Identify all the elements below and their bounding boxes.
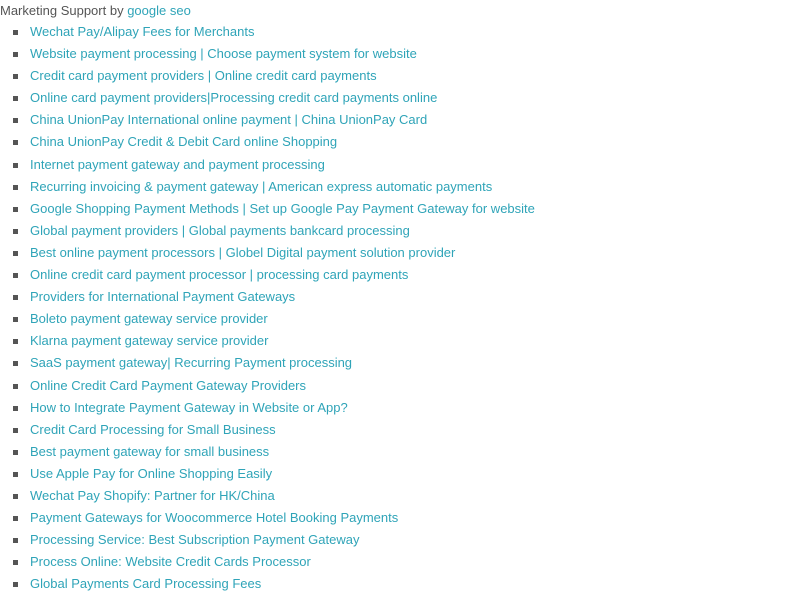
- payment-link[interactable]: China UnionPay Credit & Debit Card online Shopping: [30, 134, 338, 150]
- list-item: [0, 264, 800, 286]
- square-bullet-icon: [13, 163, 18, 168]
- square-bullet-icon: [13, 118, 18, 123]
- payment-link[interactable]: Boleto payment gateway service provider: [30, 311, 268, 327]
- list-item: [0, 485, 800, 507]
- square-bullet-icon: [13, 339, 18, 344]
- payment-link[interactable]: Providers for International Payment Gateways: [30, 289, 296, 305]
- square-bullet-icon: [13, 229, 18, 234]
- square-bullet-icon: [13, 406, 18, 411]
- payment-link[interactable]: Wechat Pay Shopify: Partner for HK/China: [30, 487, 275, 503]
- square-bullet-icon: [13, 494, 18, 499]
- square-bullet-icon: [13, 538, 18, 543]
- list-item: [0, 507, 800, 529]
- list-item: [0, 109, 800, 131]
- square-bullet-icon: [13, 273, 18, 278]
- payment-link[interactable]: Processing Service: Best Subscription Payment Gateway: [30, 532, 360, 548]
- square-bullet-icon: [13, 52, 18, 57]
- square-bullet-icon: [13, 96, 18, 101]
- square-bullet-icon: [13, 74, 18, 79]
- payment-link[interactable]: SaaS payment gateway| Recurring Payment processing: [30, 355, 353, 371]
- payment-link[interactable]: Best payment gateway for small business: [30, 443, 270, 459]
- square-bullet-icon: [13, 516, 18, 521]
- square-bullet-icon: [13, 450, 18, 455]
- list-item: [0, 131, 800, 153]
- payment-link[interactable]: Recurring invoicing & payment gateway | American express automatic payments: [30, 178, 493, 194]
- payment-link[interactable]: Credit card payment providers | Online credit card payments: [30, 68, 377, 84]
- list-item: [0, 242, 800, 264]
- payment-link[interactable]: Online Credit Card Payment Gateway Providers: [30, 377, 307, 393]
- list-item: [0, 330, 800, 352]
- list-item: [0, 43, 800, 65]
- list-item: [0, 87, 800, 109]
- list-item: [0, 419, 800, 441]
- google-seo-link[interactable]: google seo: [127, 3, 191, 18]
- square-bullet-icon: [13, 30, 18, 35]
- list-item: [0, 286, 800, 308]
- list-item: [0, 463, 800, 485]
- payment-link[interactable]: Klarna payment gateway service provider: [30, 333, 269, 349]
- square-bullet-icon: [13, 384, 18, 389]
- list-item: [0, 573, 800, 595]
- payment-link[interactable]: Process Online: Website Credit Cards Processor: [30, 554, 311, 570]
- payment-link[interactable]: Best online payment processors | Globel Digital payment solution provider: [30, 244, 456, 260]
- payment-link[interactable]: Use Apple Pay for Online Shopping Easily: [30, 465, 273, 481]
- payment-link[interactable]: Wechat Pay/Alipay Fees for Merchants: [30, 24, 255, 39]
- list-item: [0, 397, 800, 419]
- square-bullet-icon: [13, 295, 18, 300]
- list-item: [0, 154, 800, 176]
- list-item: [0, 220, 800, 242]
- payment-link[interactable]: Credit Card Processing for Small Business: [30, 421, 276, 437]
- square-bullet-icon: [13, 140, 18, 145]
- payment-link[interactable]: Payment Gateways for Woocommerce Hotel Booking Payments: [30, 510, 399, 526]
- marketing-support-line: [0, 2, 191, 20]
- payment-link[interactable]: Global payment providers | Global payments bankcard processing: [30, 222, 410, 238]
- square-bullet-icon: [13, 472, 18, 477]
- marketing-support-label: Marketing Support by: [0, 3, 128, 18]
- list-item: [0, 375, 800, 397]
- square-bullet-icon: [13, 207, 18, 212]
- square-bullet-icon: [13, 560, 18, 565]
- list-item: [0, 352, 800, 374]
- payment-links-list: [0, 21, 800, 595]
- list-item: [0, 441, 800, 463]
- payment-link[interactable]: China UnionPay International online payment | China UnionPay Card: [30, 112, 428, 128]
- payment-link[interactable]: Global Payments Card Processing Fees: [30, 576, 262, 592]
- square-bullet-icon: [13, 185, 18, 190]
- list-item: [0, 308, 800, 330]
- square-bullet-icon: [13, 317, 18, 322]
- payment-link[interactable]: Online credit card payment processor | processing card payments: [30, 267, 409, 283]
- payment-link[interactable]: How to Integrate Payment Gateway in Website or App?: [30, 399, 348, 415]
- list-item: [0, 176, 800, 198]
- payment-link[interactable]: Website payment processing | Choose payment system for website: [30, 46, 417, 62]
- square-bullet-icon: [13, 428, 18, 433]
- payment-link[interactable]: Google Shopping Payment Methods | Set up Google Pay Payment Gateway for website: [30, 200, 535, 216]
- square-bullet-icon: [13, 251, 18, 256]
- list-item: [0, 65, 800, 87]
- square-bullet-icon: [13, 582, 18, 587]
- list-item: [0, 21, 800, 43]
- list-item: [0, 198, 800, 220]
- payment-link[interactable]: Internet payment gateway and payment processing: [30, 156, 325, 172]
- payment-link[interactable]: Online card payment providers|Processing credit card payments online: [30, 90, 438, 106]
- list-item: [0, 551, 800, 573]
- square-bullet-icon: [13, 361, 18, 366]
- list-item: [0, 529, 800, 551]
